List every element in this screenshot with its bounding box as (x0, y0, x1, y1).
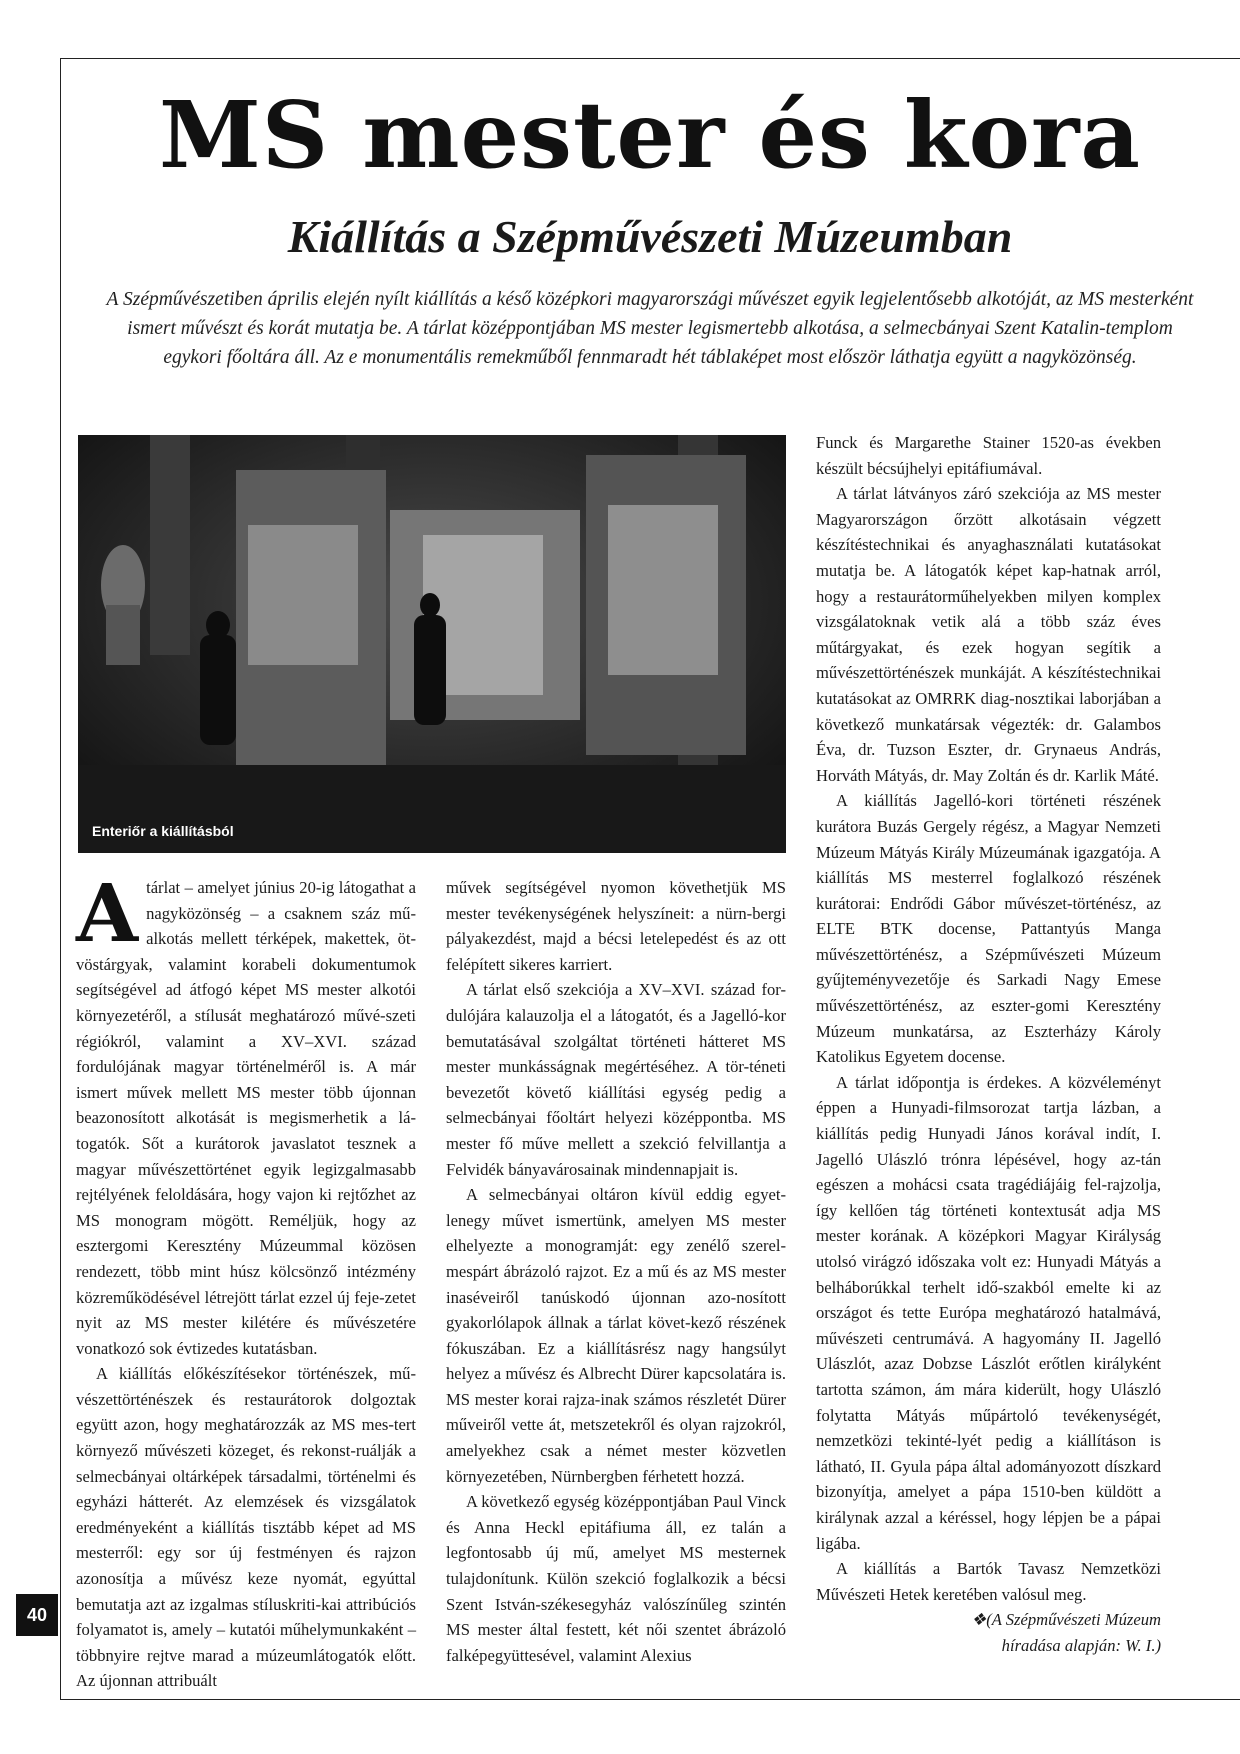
paragraph: A kiállítás előkészítésekor történészek, mű-vészettörténészek és restaurátorok dolgoztak együtt azon, hogy meghatározzák az MS mes-tert környező művészeti közeget, és rekonst-ruálják a selmecbányai oltárképek társadalmi, történelmi és egyházi hátterét. Az elemzések és vizsgálatok eredményeként a kiállítás tisztább képet ad MS mesterről: egy sor új festményen és rajzon azonosítja a művész keze nyomát, egyúttal bemutatja azt az izgalmas stíluskriti-kai attribúciós folyamatot is, amely – kutatói műhelymunkaként – többnyire rejtve marad a múzeumlátogatók előtt. Az újonnan attribuált (76, 1364, 416, 1691)
exhibition-interior-image (78, 435, 786, 853)
drop-cap: A (76, 866, 139, 960)
photo-caption: Enteriőr a kiállításból (92, 823, 234, 839)
paragraph: Funck és Margarethe Stainer 1520-as években készült bécsújhelyi epitáfiumával. (816, 433, 1161, 478)
paragraph: A tárlat látványos záró szekciója az MS mester Magyarországon őrzött alkotásain végzett készítéstechnikai és anyaghasználati kutatásokat mutatja be. A látogatók képet kap-hatnak arról, hogy a restaurátorműhelyekben milyen komplex vizsgálatoknak vetik alá a több száz éves műtárgyakat, és ezek hogyan segítik a művészettörténészek munkáját. A készítéstechnikai kutatásokat az OMRRK diag-nosztikai laborjában a következő munkatársak végezték: dr. Galambos Éva, dr. Tuzson Eszter, dr. Grynaeus András, Horváth Mátyás, dr. May Zoltán és dr. Karlik Máté. (816, 484, 1161, 785)
paragraph: A kiállítás a Bartók Tavasz Nemzetközi Művészeti Hetek keretében valósul meg. (816, 1559, 1161, 1604)
page-number: 40 (16, 1594, 58, 1636)
article-lead: A Szépművészetiben április elején nyílt kiállítás a késő középkori magyarországi művészet egyik legjelentősebb alkotóját, az MS mesterként ismert művészt és korát mutatja be. A tárlat középpontjában MS mester legismertebb alkotása, a selmecbányai Szent Katalin-templom egykori főoltára áll. Az e monumentális remekműből fennmaradt hét táblaképet most először láthatja együtt a nagyközönség. (106, 289, 1194, 368)
paragraph-text: tárlat – amelyet június 20-ig látogathat a nagyközönség – a csaknem száz mű-alkotás mellett térképek, makettek, öt-vöstárgyak, valamint korabeli dokumentumok segítségével ad átfogó képet MS mester alkotói környezetéről, a stílusát meghatározó művé-szeti régiókról, valamint a XV–XVI. század fordulójának magyar történelméről is. A már ismert művek mellett MS mester több újonnan beazonosított alkotását is megismerhetik a lá-togatók. Sőt a kurátorok javaslatot tesznek a magyar művészettörténet egyik legizgalmasabb rejtélyének feloldására, hogy vajon ki rejtőzhet az MS monogram mögött. Reméljük, hogy az esztergomi Keresztény Múzeummal közösen rendezett, több mint húsz kölcsönző intézmény közreműködésével létrejött tárlat ezzel új feje-zetet nyit az MS mester kilétére és művészetére vonatkozó sok évtizedes kutatásban. (76, 878, 416, 1358)
paragraph: A selmecbányai oltáron kívül eddig egyet-lenegy művet ismertünk, amelyen MS mester elhelyezte a monogramját: egy zenélő szerel-mespárt ábrázoló rajzot. Ez a mű és az MS mester inaséveiről tanúskodó újonnan azo-nosított gyakorlólapok állnak a tárlat követ-kező részének fókuszában. Ez a kiállításrész nagy hangsúlyt helyez a művész és Albrecht Dürer kapcsolatára is. MS mester korai rajza-inak számos részletét Dürer műveiről vette át, metszetekről és olyan rajzokról, amelyekhez csak a német mester közvetlen környezetében, Nürnbergben férhetett hozzá. (446, 1185, 786, 1486)
text-column-2 (446, 875, 786, 1668)
text-column-3 (816, 430, 1161, 1659)
source-line-1: (A Szépművészeti Múzeum (986, 1610, 1161, 1630)
article-title: MS mester és kora (158, 81, 1142, 189)
paragraph: A tárlat első szekciója a XV–XVI. század for-dulójára kalauzolja el a látogatót, és a Jagelló-kor bemutatásával szolgáltat történeti hátteret MS mester munkásságnak megértéséhez. A tör-téneti bevezetőt követő kiállítási egység pedig a selmecbányai főoltárt helyezi középpontba. MS mester fő műve mellett a szekció felvillantja a Felvidék bányavárosainak mindennapjait is. (446, 980, 786, 1179)
paragraph: A tárlat időpontja is érdekes. A közvéleményt éppen a Hunyadi-filmsorozat tartja lázban, a kiállítás pedig Hunyadi János korával indít, I. Jagelló Ulászló trónra lépésével, hogy az-tán egészen a mohácsi csata tragédiájáig fel-rajzolja, így kellően tág történeti kontextusát adja MS mester korának. A középkori Magyar Királyság utolsó virágzó időszaka volt ez: Hunyadi Mátyás a belháborúkkal terhelt idő-szakból emelte ki az országot és tette Európa meghatározó hatalmává, művészeti centrumává. A hagyomány II. Jagelló Ulászlót, azaz Dobzse Lászlót erőtlen királyként tartotta számon, ám mára kiderült, hogy Ulászló folytatta Mátyás műpártoló tevékenységét, nemzetközi tekinté-lyét pedig a kiállításon is látható, II. Gyula pápa által adományozott díszkard bizonyítja, amelyet a pápa 1510-ben küldött a királynak azzal a kéréssel, hogy lépjen be a pápai ligába. (816, 1072, 1161, 1553)
text-column-1 (76, 866, 416, 1694)
paragraph: művek segítségével nyomon követhetjük MS mester tevékenységének helyszíneit: a nürn-bergi pályakezdést, majd a bécsi letelepedést és az ott felépített sikeres karriert. (446, 878, 786, 974)
source-line-2: híradása alapján: W. I.) (1001, 1635, 1161, 1655)
article-subtitle: Kiállítás a Szépművészeti Múzeumban (287, 211, 1013, 262)
exhibition-photo (78, 435, 786, 853)
end-mark-icon: ❖​ (971, 1610, 987, 1630)
article-source (816, 1607, 1161, 1658)
paragraph: A következő egység középpontjában Paul Vinck és Anna Heckl epitáfiuma áll, ez talán a legfontosabb új mű, amelyet MS mesternek tulajdonítunk. Külön szekció foglalkozik a bécsi Szent István-székesegyház valószínűleg szintén MS mester által festett, két női szentet ábrázoló falképegyüttesével, valamint Alexius (446, 1492, 786, 1665)
paragraph (76, 866, 416, 1361)
paragraph: A kiállítás Jagelló-kori történeti részének kurátora Buzás Gergely régész, a Magyar Nemzeti Múzeum Mátyás Király Múzeumának igazgatója. A kiállítás MS mesterrel foglalkozó részének kurátorai: Endrődi Gábor művészet-történész, az ELTE BTK docense, Pattantyús Manga művészettörténész, a Szépművészeti Múzeum gyűjteményvezetője és Sarkadi Nagy Emese művészettörténész, az eszter-gomi Keresztény Múzeum munkatársa, az Eszterházy Károly Katolikus Egyetem docense. (816, 791, 1161, 1067)
